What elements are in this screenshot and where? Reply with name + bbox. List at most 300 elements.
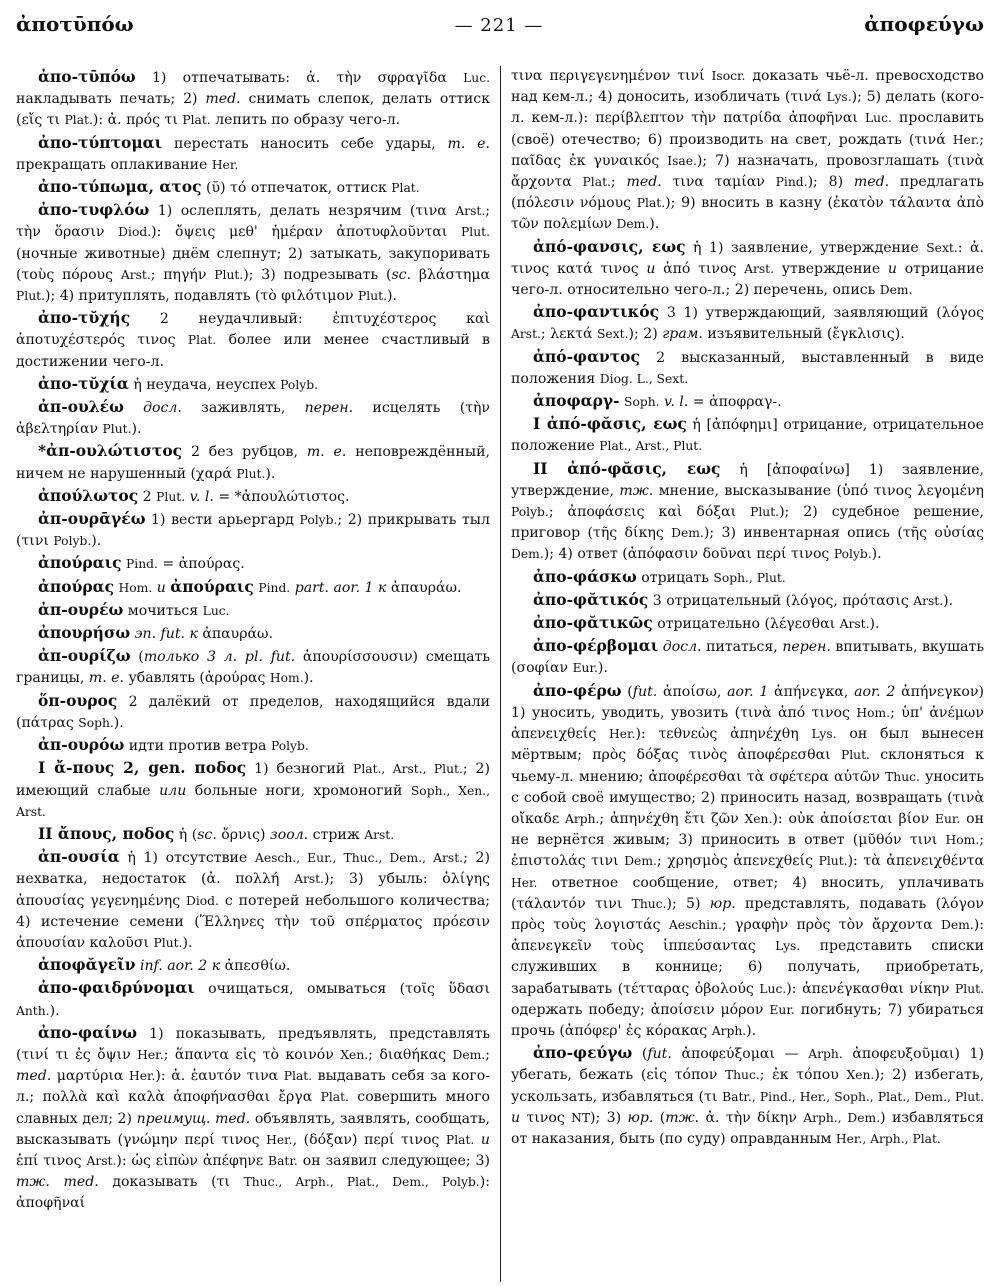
source-abbreviation: Xen. (340, 1047, 369, 1062)
source-abbreviation: Hom. (269, 671, 304, 686)
dictionary-entry (16, 645, 490, 689)
grammar-label: юр. (627, 1109, 654, 1126)
source-abbreviation: Dem. (616, 217, 650, 232)
entry-text: ἀπουρίσσουσιν) смещать границы, (16, 649, 490, 687)
source-abbreviation: Plut. (818, 854, 848, 869)
entry-text: ; ἐπιστολάς τινι (511, 832, 984, 870)
entry-text: ἡ 1) отсутствие (119, 850, 255, 867)
entry-text: ); 4) притуплять, подавлять (τὸ φιλότιμον (44, 288, 358, 305)
grammar-label: и (646, 260, 656, 277)
source-abbreviation: Sext. (926, 240, 958, 255)
entry-headword: ἀπουρήσω (38, 623, 131, 643)
entry-text: ; ἅπαντα εἰς τὸ κοινόν (163, 1046, 341, 1063)
entry-text: ); 3) инвентарная опись (τῆς οὐσίας (703, 525, 984, 542)
entry-text: склоняться к чьему-л. мнению; ἀποφέρεσθαι τὰ σφέτερα αὐτῶν (511, 747, 984, 785)
source-abbreviation: Plut. (461, 225, 490, 240)
entry-text: ἀπήνεγκα, (768, 683, 855, 700)
entry-headword: ὅπ-ουρος (38, 690, 118, 710)
source-abbreviation: Batr., Pind., Her., Soph., Plat., Dem., Plut. (722, 1089, 984, 1104)
entry-text: ): ἀπενέγκασθαι νίκην (786, 980, 956, 997)
entry-text: ). (303, 670, 314, 687)
entry-text: совершить много славных дел; 2) (16, 1089, 490, 1127)
entry-text: ). (113, 714, 124, 731)
entry-text: 1) безногий (246, 761, 354, 778)
entry-text: τινα ταμίαν (661, 174, 776, 191)
entry-text: неповреждённый, ничем не нарушенный (χαρά (16, 444, 490, 482)
entry-headword: ἀπ-ουλέω (38, 397, 124, 417)
source-abbreviation: Her. (128, 1069, 156, 1084)
grammar-label: и (480, 1131, 490, 1148)
dictionary-entry (511, 612, 984, 635)
source-abbreviation: Arst. (120, 267, 151, 282)
source-abbreviation: Plut. (214, 267, 244, 282)
source-abbreviation: Arst. (511, 327, 541, 342)
entry-text: ; ἀπηνέχθη ἔτι ζῶν (599, 810, 745, 827)
dictionary-entry (16, 977, 490, 1021)
grammar-label: тж. (665, 1109, 700, 1126)
source-abbreviation: Her. (137, 1047, 164, 1062)
entry-text: : ἀ. τινος κατά τινος (511, 239, 984, 277)
source-abbreviation: Dem. (671, 526, 704, 541)
entry-text: 2 далёкий от пределов, находящийся вдали (πάτρας (16, 693, 490, 731)
dictionary-entry (16, 508, 490, 552)
source-abbreviation: NT (571, 1110, 591, 1125)
entry-text: отрицание чего-л. относительно чего-л.; 2) перечень, опись (511, 260, 984, 299)
entry-text: ; 2) имеющий слабые (16, 761, 491, 799)
entry-text: τινα περιγεγενημένον τινί (511, 68, 712, 84)
dictionary-entry (511, 413, 984, 457)
entry-text: ; λεκτά (540, 326, 597, 343)
source-abbreviation: Isocr. (711, 69, 746, 83)
entry-headword: ἀπο-φεύγω (533, 1043, 633, 1063)
grammar-label: т. е. (447, 135, 490, 152)
entry-text: утверждение (773, 260, 888, 277)
entry-headword: ἀπό-φανσις, εως (533, 236, 686, 256)
source-abbreviation: Polyb. (833, 547, 872, 562)
entry-text: очищаться, омываться (τοῖς ὕδασι (194, 981, 490, 998)
grammar-label: грам. (662, 326, 703, 343)
entry-text: 2 (138, 488, 157, 505)
entry-text: погибнуть; 7) убираться прочь (ἀπόφερ' ἐς κόρακας (511, 1001, 984, 1039)
entry-text: ; 2) нехватка, недостаток (ἀ. πολλή (16, 850, 490, 888)
source-abbreviation: Hom. (118, 580, 153, 595)
entry-text: доказать чьё-л. превосходство над кем-л.; 4) доносить, изобличать (τινά (511, 68, 984, 106)
entry-text: = ἀπούρας. (157, 556, 245, 573)
entry-headword: ἀπούλωτος (38, 485, 139, 505)
dictionary-entry (511, 589, 984, 612)
entry-headword: I ἀπό-φᾰσις, εως (533, 414, 687, 434)
entry-text: 1) отпечатывать: ἀ. τὴν σφραγῖδα (135, 70, 464, 86)
dictionary-entry (511, 236, 984, 302)
entry-headword: ἀπό-φαντος (533, 346, 640, 366)
entry-text: ἡ неудача, неуспех (128, 376, 281, 393)
entry-text: ); 2) судебное решение, приговор (τῆς δίκης (511, 504, 984, 542)
entry-text: ἀποφευξοῦμαι) 1) убегать, бежать (εἰς τόπον (511, 1046, 984, 1084)
entry-headword: ἀπούραις (170, 576, 254, 596)
grammar-label: part. aor. 1 к (294, 579, 387, 596)
source-abbreviation: Thuc. (885, 769, 920, 784)
entry-text: он заявил следующее; 3) (297, 1152, 490, 1169)
entry-text: ; (610, 174, 627, 191)
source-abbreviation: Arst. (913, 593, 944, 608)
grammar-label: v. l. (664, 394, 689, 411)
entry-text: (ῠ) τό отпечаток, оттиск (201, 180, 392, 197)
source-abbreviation: Hom. (945, 833, 980, 848)
grammar-label: зоол. (270, 826, 309, 843)
grammar-label: и (511, 1109, 521, 1126)
source-abbreviation: Soph. (624, 395, 660, 410)
dictionary-entry (16, 757, 490, 823)
entry-text: ). (943, 592, 954, 609)
source-abbreviation: Arph., Dem. (803, 1110, 881, 1125)
grammar-label: юр. (709, 895, 736, 912)
entry-text: стриж (308, 826, 365, 843)
entry-text: перестать наносить себе удары, (162, 135, 448, 152)
dictionary-entry (16, 823, 490, 846)
entry-text: ): τὰ ἀπενειχθέντα (847, 853, 984, 870)
grammar-label: перен. (304, 400, 354, 417)
source-abbreviation: Plat. (64, 113, 93, 128)
source-abbreviation: Arst. (294, 872, 325, 887)
source-abbreviation: Thuc. (631, 896, 667, 911)
entry-headword: II ἄπους, ποδος (38, 823, 175, 843)
grammar-label: т. е. (88, 670, 124, 687)
entry-text: ( (621, 683, 633, 700)
grammar-label: т. е. (306, 444, 347, 461)
entry-text: = *ἀπουλώτιστος. (213, 488, 350, 505)
source-abbreviation: Luc. (463, 71, 490, 85)
source-abbreviation: Xen. (846, 1068, 875, 1083)
entry-text: питаться, (701, 639, 783, 656)
source-abbreviation: Arph. (808, 1047, 843, 1062)
dictionary-entry (511, 66, 984, 236)
entry-text: 2 неудачливый: ἐπιτυχέστερος καὶ ἀποτυχέστερός τινος (16, 311, 490, 349)
source-abbreviation: Luc. (202, 603, 230, 618)
entry-text: ); 9) вносить в казну (ἑκατὸν τάλαντα ἀπὸ τῶν πολεμίων (511, 195, 984, 233)
entry-text: 3 1) утверждающий, заявляющий (λόγος (659, 305, 984, 322)
source-abbreviation: Lys. (811, 727, 837, 742)
entry-text: ). (131, 421, 142, 438)
entry-text: более или менее счастливый в достижении чего-л. (16, 332, 490, 370)
grammar-label: и (887, 260, 897, 277)
entry-headword: ἀπο-τυφλόω (38, 200, 150, 220)
source-abbreviation: Diod. (118, 225, 152, 240)
entry-text: мнение, высказывание (ὑπό τινος λεγομένη (653, 482, 984, 499)
entry-text: τινος (520, 1109, 572, 1126)
dictionary-entry (511, 458, 984, 566)
entry-headword: ἀπο-τύπωμα, ατος (38, 177, 202, 197)
entry-text: ): ὡς εἰπὼν ἀπέφηνε (116, 1152, 269, 1169)
entry-headword: ἀπο-τῠχής (38, 308, 131, 328)
entry-headword: ἀπούραις (38, 553, 122, 573)
running-head (16, 12, 984, 48)
source-abbreviation: Her. (511, 875, 538, 890)
entry-text: , (δόξαν) περί τινος (292, 1131, 446, 1148)
grammar-label: v. l. (189, 488, 214, 505)
source-abbreviation: Pind. (775, 175, 808, 190)
entry-headword: ἀπο-φαίνω (38, 1022, 138, 1042)
entry-headword: ἀπο-φέρβομαι (533, 636, 659, 656)
source-abbreviation: Plut. (153, 935, 183, 950)
entry-text: ): ἀ. ἑαυτόν τινα (155, 1068, 284, 1085)
entry-headword: ἀπο-τύπτομαι (38, 132, 163, 152)
source-abbreviation: Lys. (775, 939, 801, 954)
entry-text: ; πηγήν (150, 266, 215, 283)
source-abbreviation: Arph. (564, 811, 600, 826)
dictionary-entry (16, 373, 490, 396)
entry-text: = ἀποφραγ-. (688, 394, 782, 411)
source-abbreviation: Dem. (452, 1047, 486, 1062)
source-abbreviation: Plat. (445, 1132, 475, 1147)
entry-text: ; γραφὴν πρὸς τὸν ἄρχοντα (721, 916, 942, 933)
entry-text: ; διαθήκας (368, 1046, 453, 1063)
source-abbreviation: Eur. (572, 661, 598, 676)
entry-headword: ἀπο-φαντικός (533, 302, 660, 322)
entry-text: прославить (своё) отечество; 6) производить на свет, рождать (τινά (511, 110, 984, 148)
entry-text: ): ἀποφῆναί (16, 1174, 490, 1212)
entry-headword: II ἀπό-φᾰσις, εως (533, 458, 721, 478)
entry-text: исцелять (τὴν ἀβελτηρίαν (16, 400, 490, 438)
source-abbreviation: Pind. (258, 580, 291, 595)
source-abbreviation: Plat. (283, 1069, 313, 1084)
entry-text: заживлять, (181, 400, 305, 417)
dictionary-entry (511, 635, 984, 679)
source-abbreviation: Xen. (744, 811, 773, 826)
entry-text: (ночные животные) днём слепнут; 2) затыкать, закупоривать (τοὺς πόρους (16, 245, 490, 283)
source-abbreviation: Plat. (320, 1090, 349, 1105)
source-abbreviation: Her. (211, 157, 239, 172)
source-abbreviation: Plut. (156, 489, 186, 504)
dictionary-entry (16, 307, 490, 373)
source-abbreviation: Pind. (126, 557, 158, 572)
entry-text: ); 4) ответ (ἀπόφασιν δοῦναι περί τινος (543, 546, 834, 563)
grammar-label: досл. (143, 400, 182, 417)
grammar-label: med. (626, 174, 662, 191)
source-abbreviation: Her. (609, 727, 636, 742)
source-abbreviation: Plat. (182, 113, 211, 128)
entry-text: 3 отрицательный (λόγος, πρότασις (648, 592, 914, 609)
dictionary-entry (16, 690, 490, 734)
grammar-label: только 3 л. pl. fut. (143, 649, 296, 666)
grammar-label: med. (205, 91, 241, 108)
entry-text: ἀποίσω, (657, 683, 728, 700)
entry-headword: ἀπο-φαιδρύνομαι (38, 978, 195, 998)
entry-text: ἀπαυράω. (197, 626, 274, 643)
entry-headword: I ἄ-πους 2, gen. ποδος (38, 758, 247, 778)
source-abbreviation: Arst. (364, 827, 395, 842)
entry-text: ). (746, 1022, 757, 1039)
columns (16, 66, 984, 1282)
source-abbreviation: Arph. (711, 1023, 747, 1038)
source-abbreviation: Plut. (750, 505, 780, 520)
entry-text: ); 3) (590, 1109, 628, 1126)
source-abbreviation: Plat., Arst., Plut. (599, 439, 703, 454)
source-abbreviation: Polyb. (511, 505, 549, 520)
source-abbreviation: Plut. (16, 289, 45, 304)
source-abbreviation: Arst. (744, 261, 774, 276)
source-abbreviation: Sext. (597, 327, 629, 342)
entry-text: ). (386, 288, 397, 305)
entry-text: снимать слепок, делать оттиск (εἴς τι (16, 91, 491, 129)
source-abbreviation: Aeschin. (668, 917, 722, 932)
source-abbreviation: Dem. (511, 547, 544, 562)
grammar-label: med. (853, 174, 890, 191)
dictionary-entry (16, 396, 490, 440)
entry-text: ); 3) подрезывать ( (243, 266, 392, 283)
entry-text: объявлять, заявлять, сообщать, высказывать (γνώμην περί τινος (16, 1110, 490, 1148)
left-column (16, 66, 500, 1282)
source-abbreviation: Polyb. (280, 377, 318, 392)
entry-headword: ἀπο-φάσκω (533, 566, 637, 586)
dictionary-entry (16, 440, 490, 484)
entry-text: ); 2) (628, 326, 663, 343)
entry-headword: ἀπ-ουρέω (38, 599, 124, 619)
source-abbreviation: Plat. (582, 175, 611, 190)
entry-text: предлагать (πόλεσιν νόμους (511, 174, 984, 212)
entry-text: ; 2) прикрывать тыл (τινι (16, 512, 490, 550)
source-abbreviation: Plat. (391, 181, 420, 196)
entry-text: представить списки служивших в коннице; 6) получать, приобретать, зарабатывать (τέτταρας ὀβολούς (511, 938, 984, 997)
entry-text: он был вынесен мёртвым; πρὸς δόξας τινὸς ἀποφέρεσθαι (511, 726, 984, 764)
entry-text: ; τὴν ὅρασιν (16, 203, 490, 241)
entry-text: убавлять (ἀρούρας (124, 670, 270, 687)
entry-headword: ἀπ-ουρᾱγέω (38, 509, 146, 529)
entry-text: ). (871, 546, 882, 563)
source-abbreviation: Anth. (16, 1003, 50, 1018)
entry-text: отрицательно (λέγεσθαι (652, 616, 840, 633)
entry-text: ). (91, 533, 102, 550)
grammar-label: эп. fut. к (134, 626, 198, 643)
source-abbreviation: Soph., Xen., Arst. (16, 783, 490, 819)
grammar-label: fut. (632, 683, 658, 700)
entry-text: ); 8) (807, 174, 854, 191)
entry-text: ): τεθνεὼς ἀπηνέχθη (635, 726, 812, 743)
grammar-label: fut. (647, 1046, 672, 1063)
dictionary-entry (16, 954, 490, 977)
entry-text: ἀποφεύξομαι — (671, 1046, 809, 1063)
source-abbreviation: Plat. (187, 333, 217, 348)
source-abbreviation: Soph. (78, 715, 114, 730)
dictionary-entry (16, 132, 490, 176)
entry-text: ): ὄψεις μεθ' ἡμέραν ἀποτυφλοῦνται (151, 224, 461, 241)
source-abbreviation: Arst. (86, 1153, 117, 1168)
entry-text: ( (130, 649, 144, 666)
dictionary-entry (511, 301, 984, 345)
entry-text: изъявительный (ἔγκλισις). (702, 326, 905, 343)
source-abbreviation: Diod. (185, 893, 219, 908)
entry-text: отрицать (636, 569, 714, 586)
source-abbreviation: Plat. (636, 196, 666, 211)
entry-headword: *ἀπ-ουλώτιστος (38, 441, 183, 461)
entry-text: ; χρησμὸς ἀπενεχθείς (656, 853, 819, 870)
entry-headword: ἀπο-φᾰτικός (533, 589, 649, 609)
entry-text: ἀπεσθίω. (220, 958, 291, 975)
source-abbreviation: Aesch., Eur., Thuc., Dem., Arst. (254, 851, 464, 866)
dictionary-entry (16, 199, 490, 307)
source-abbreviation: Dem. (624, 854, 657, 869)
entry-text (474, 1132, 481, 1148)
grammar-label: тж. (619, 482, 654, 499)
entry-text: ). (49, 1002, 60, 1019)
entry-text: представлять, подавать (λόγον πρὸς τοὺς λογιστάς (511, 895, 984, 933)
entry-text: 2 высказанный, выставленный в виде положения (511, 349, 984, 387)
source-abbreviation: Plut. (358, 289, 387, 304)
entry-text: прекращать оплакивание (16, 156, 212, 173)
grammar-label: досл. (662, 639, 702, 656)
source-abbreviation: Luc. (865, 111, 892, 126)
source-abbreviation: Dem. (879, 283, 913, 298)
source-abbreviation: Plut. (236, 466, 266, 481)
entry-headword: ἀποφαργ- (533, 391, 620, 411)
source-abbreviation: Polyb. (53, 534, 92, 549)
source-abbreviation: Dem. (941, 917, 974, 932)
entry-text: ἡ [ἀπόφημι] отрицание, отрицательное положение (511, 417, 984, 455)
entry-text: ); 3) убыль: ὀλίγης ἀπουσίας γεγενημένης (16, 871, 491, 909)
source-abbreviation: Polyb. (299, 513, 338, 528)
entry-text: ἡ ( (174, 826, 198, 843)
entry-text (124, 400, 143, 416)
grammar-label: sc. (391, 266, 412, 283)
entry-text: ἀπήνεγκον) 1) уносить, уводить, увозить (τινὰ ἀπό τινος (511, 683, 984, 721)
dictionary-entry (16, 599, 490, 622)
entry-text: накладывать печать; 2) (16, 91, 206, 108)
entry-text: с потерей небольшого количества; 4) истечение семени (Ἕλληνες τὴν τοῦ σπέρματος πρόεσιν ἀπουσίαν καλοῦσι (16, 892, 491, 951)
source-abbreviation: Her., Arph., Plat. (835, 1131, 941, 1146)
entry-text: ἡ 1) заявление, утверждение (685, 239, 927, 256)
entry-text: 1) показывать, предъявлять, представлять (τινί τι ἐς ὄψιν (16, 1025, 490, 1063)
entry-headword: ἀπο-φέρω (533, 680, 622, 700)
entry-text: ( (632, 1046, 648, 1063)
source-abbreviation: Lys. (826, 90, 852, 105)
grammar-label: sc. (197, 826, 217, 843)
source-abbreviation: Thuc. (724, 1068, 760, 1083)
entry-text: ); 5) (666, 895, 710, 912)
entry-text: 2 без рубцов, (182, 444, 307, 461)
entry-text: ). (265, 465, 276, 482)
entry-headword: ἀποφᾰγεῖν (38, 955, 136, 975)
grammar-label: перен. (782, 639, 831, 656)
dictionary-entry (511, 390, 984, 413)
entry-text: ; ἀποφάσεις καὶ δόξαι (548, 504, 751, 521)
grammar-label: тж. med. (16, 1174, 99, 1191)
dictionary-entry (16, 1022, 490, 1215)
entry-headword: ἀπ-ουρόω (38, 735, 125, 755)
source-abbreviation: Thuc., Arph., Plat., Dem., Polyb. (243, 1175, 480, 1190)
dictionary-entry (16, 734, 490, 757)
source-abbreviation: Plut. (102, 422, 132, 437)
source-abbreviation: Arst. (839, 617, 870, 632)
entry-text: ἀ. τὴν δίκην (699, 1109, 804, 1126)
entry-text: 1) вести арьергард (145, 512, 300, 529)
source-abbreviation: Diog. L., Sext. (599, 371, 689, 386)
entry-headword: ἀπο-τῡπόω (38, 67, 136, 86)
entry-headword: ἀπο-τῠχία (38, 373, 129, 393)
entry-text: ); 5) делать (кого-л. кем-л.): περίβλεπτον τὴν πατρίδα ἀποφῆναι (511, 89, 984, 127)
dictionary-entry (16, 846, 490, 954)
entry-text: ὄρνις) (216, 826, 271, 843)
entry-text: ( (653, 1109, 666, 1126)
source-abbreviation: Plat., Arst., Plut. (353, 762, 463, 777)
entry-text: ; παῖδας ἐκ γυναικός (511, 131, 984, 169)
dictionary-entry (16, 485, 490, 508)
entry-text: выдавать себя за кого-л.; πολλὰ καὶ καλὰ ἀποφήνασθαι ἔργα (16, 1068, 490, 1106)
grammar-label: inf. aor. 2 к (139, 958, 221, 975)
entry-text: ἐπί τινος (16, 1152, 87, 1169)
entry-headword: ἀπούρας (38, 576, 115, 596)
entry-text: ; ἐκ τόπου (759, 1067, 847, 1084)
entry-text: ). (869, 616, 880, 633)
source-abbreviation: Her. (952, 132, 980, 147)
